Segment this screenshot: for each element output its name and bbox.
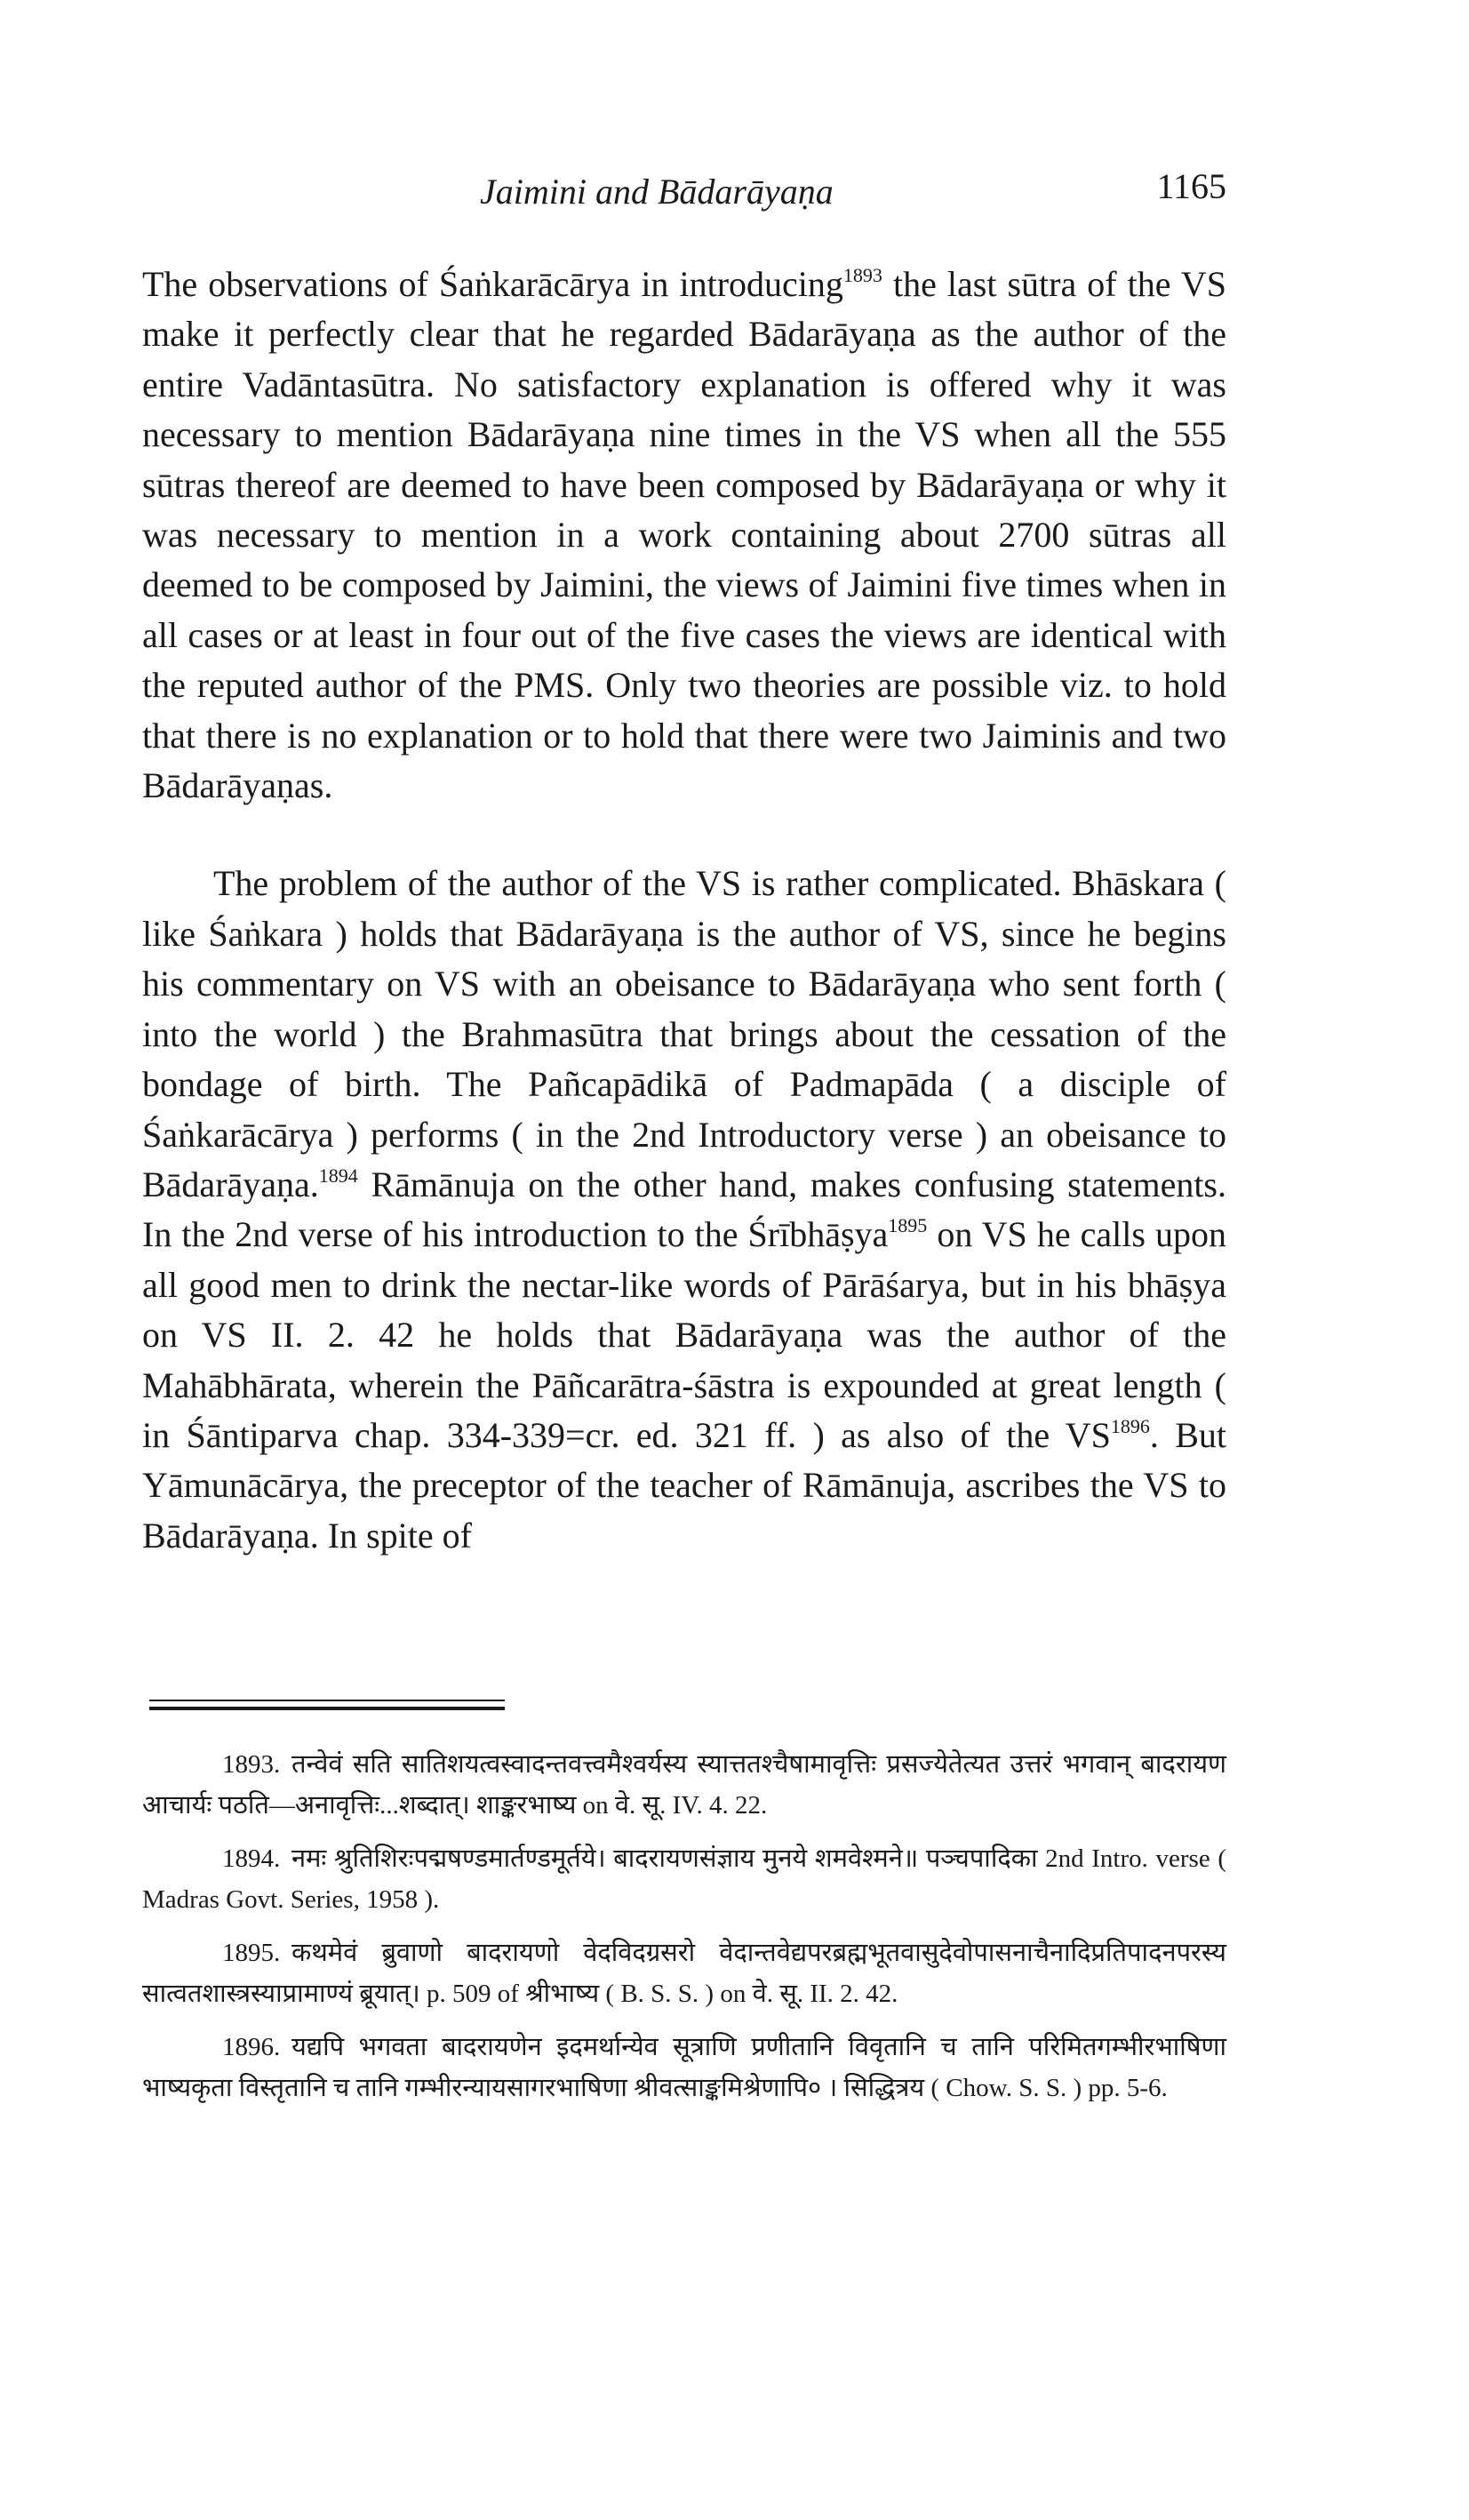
page-header bbox=[142, 166, 1226, 224]
text-run: . But Yāmunācārya, the preceptor of the teacher of Rāmānuja, ascribes the VS to Bādarāyaṇa. In spite of bbox=[142, 1414, 1227, 1556]
page-number: 1165 bbox=[1156, 166, 1226, 206]
footnote-ref-1894: 1894 bbox=[318, 1164, 358, 1187]
footnote-ref-1895: 1895 bbox=[888, 1214, 928, 1237]
footnote-number: 1896. bbox=[222, 2033, 281, 2061]
footnote-number: 1895. bbox=[222, 1939, 281, 1967]
footnote-text: नमः श्रुतिशिरःपद्मषण्डमार्तण्डमूर्तये। बादरायणसंज्ञाय मुनये शमवेश्मने॥ पञ्चपादिका 2nd Intro. verse ( Madras Govt. Series, 1958 ). bbox=[142, 1844, 1226, 1914]
text-run: The problem of the author of the VS is rather complicated. Bhāskara ( like Śaṅkara ) holds that Bādarāyaṇa is the author of VS, since he begins his commentary on VS with an obeisance to Bādarāyaṇa who sent forth ( into the world ) the Brahmasūtra that brings about the cessation of the bondage of birth. The Pañcapādikā of Padmapāda ( a disciple of Śaṅkarācārya ) performs ( in the 2nd Introductory verse ) an obeisance to Bādarāyaṇa. bbox=[142, 863, 1226, 1204]
text-run: on VS he calls upon all good men to drink the nectar-like words of Pārāśarya, but in his bhāṣya on VS II. 2. 42 he holds that Bādarāyaṇa was the author of the Mahābhārata, wherein the Pāñcarātra-śāstra is expounded at great length ( in Śāntiparva chap. 334-339=cr. ed. 321 ff. ) as also of the VS bbox=[142, 1214, 1227, 1455]
footnote-number: 1893. bbox=[222, 1750, 281, 1779]
footnote-number: 1894. bbox=[222, 1844, 281, 1873]
footnote-text: कथमेवं ब्रुवाणो बादरायणो वेदविदग्रसरो वेदान्तवेद्यपरब्रह्मभूतवासुदेवोपासनाचैनादिप्रतिपादनपरस्य सात्वतशास्त्रस्याप्रामाण्यं ब्रूयात्। p. 509 of श्रीभाष्य ( B. S. S. ) on वे. सू. II. 2. 42. bbox=[142, 1939, 1226, 2008]
paragraph-2 bbox=[142, 859, 1226, 1561]
text-run: the last sūtra of the VS make it perfectly clear that he regarded Bādarāyaṇa as the author of the entire Vadāntasūtra. No satisfactory explanation is offered why it was necessary to mention Bādarāyaṇa nine times in the VS when all the 555 sūtras thereof are deemed to have been composed by Bādarāyaṇa or why it was necessary to mention in a work containing about 2700 sūtras all deemed to be composed by Jaimini, the views of Jaimini five times when in all cases or at least in four out of the five cases the views are identical with the reputed author of the PMS. Only two theories are possible viz. to hold that there is no explanation or to hold that there were two Jaiminis and two Bādarāyaṇas. bbox=[142, 264, 1226, 806]
text-run: Rāmānuja on the other hand, makes confusing statements. In the 2nd verse of his introduction to the Śrībhāṣya bbox=[142, 1164, 1226, 1255]
footnote-text: यद्यपि भगवता बादरायणेन इदमर्थान्येव सूत्राणि प्रणीतानि विवृतानि च तानि परिमितगम्भीरभाषिणा भाष्यकृता विस्तृतानि च तानि गम्भीरन्यायसागरभाषिणा श्रीवत्साङ्कमिश्रेणापि० । सिद्धित्रय ( Chow. S. S. ) pp. 5-6. bbox=[142, 2033, 1226, 2102]
paragraph-1 bbox=[142, 260, 1226, 811]
footnote-1894 bbox=[142, 1838, 1226, 1920]
footnote-1893 bbox=[142, 1744, 1226, 1826]
footnote-1895 bbox=[142, 1932, 1226, 2014]
footnote-separator bbox=[149, 1700, 505, 1701]
footnotes bbox=[142, 1744, 1226, 2121]
footnote-text: तन्वेवं सति सातिशयत्वस्वादन्तवत्त्वमैश्वर्यस्य स्यात्ततश्चैषामावृत्तिः प्रसज्येतेत्यत उत्तरं भगवान् बादरायण आचार्यः पठति—अनावृत्तिः...शब्दात्। शाङ्करभाष्य on वे. सू. IV. 4. 22. bbox=[142, 1750, 1226, 1820]
footnote-ref-1896: 1896 bbox=[1110, 1414, 1150, 1437]
footnote-ref-1893: 1893 bbox=[842, 264, 882, 286]
footnote-1896 bbox=[142, 2027, 1226, 2108]
main-text bbox=[142, 260, 1226, 1561]
text-run: The observations of Śaṅkarācārya in introducing bbox=[142, 264, 843, 304]
running-head: Jaimini and Bādarāyaṇa bbox=[480, 172, 834, 212]
